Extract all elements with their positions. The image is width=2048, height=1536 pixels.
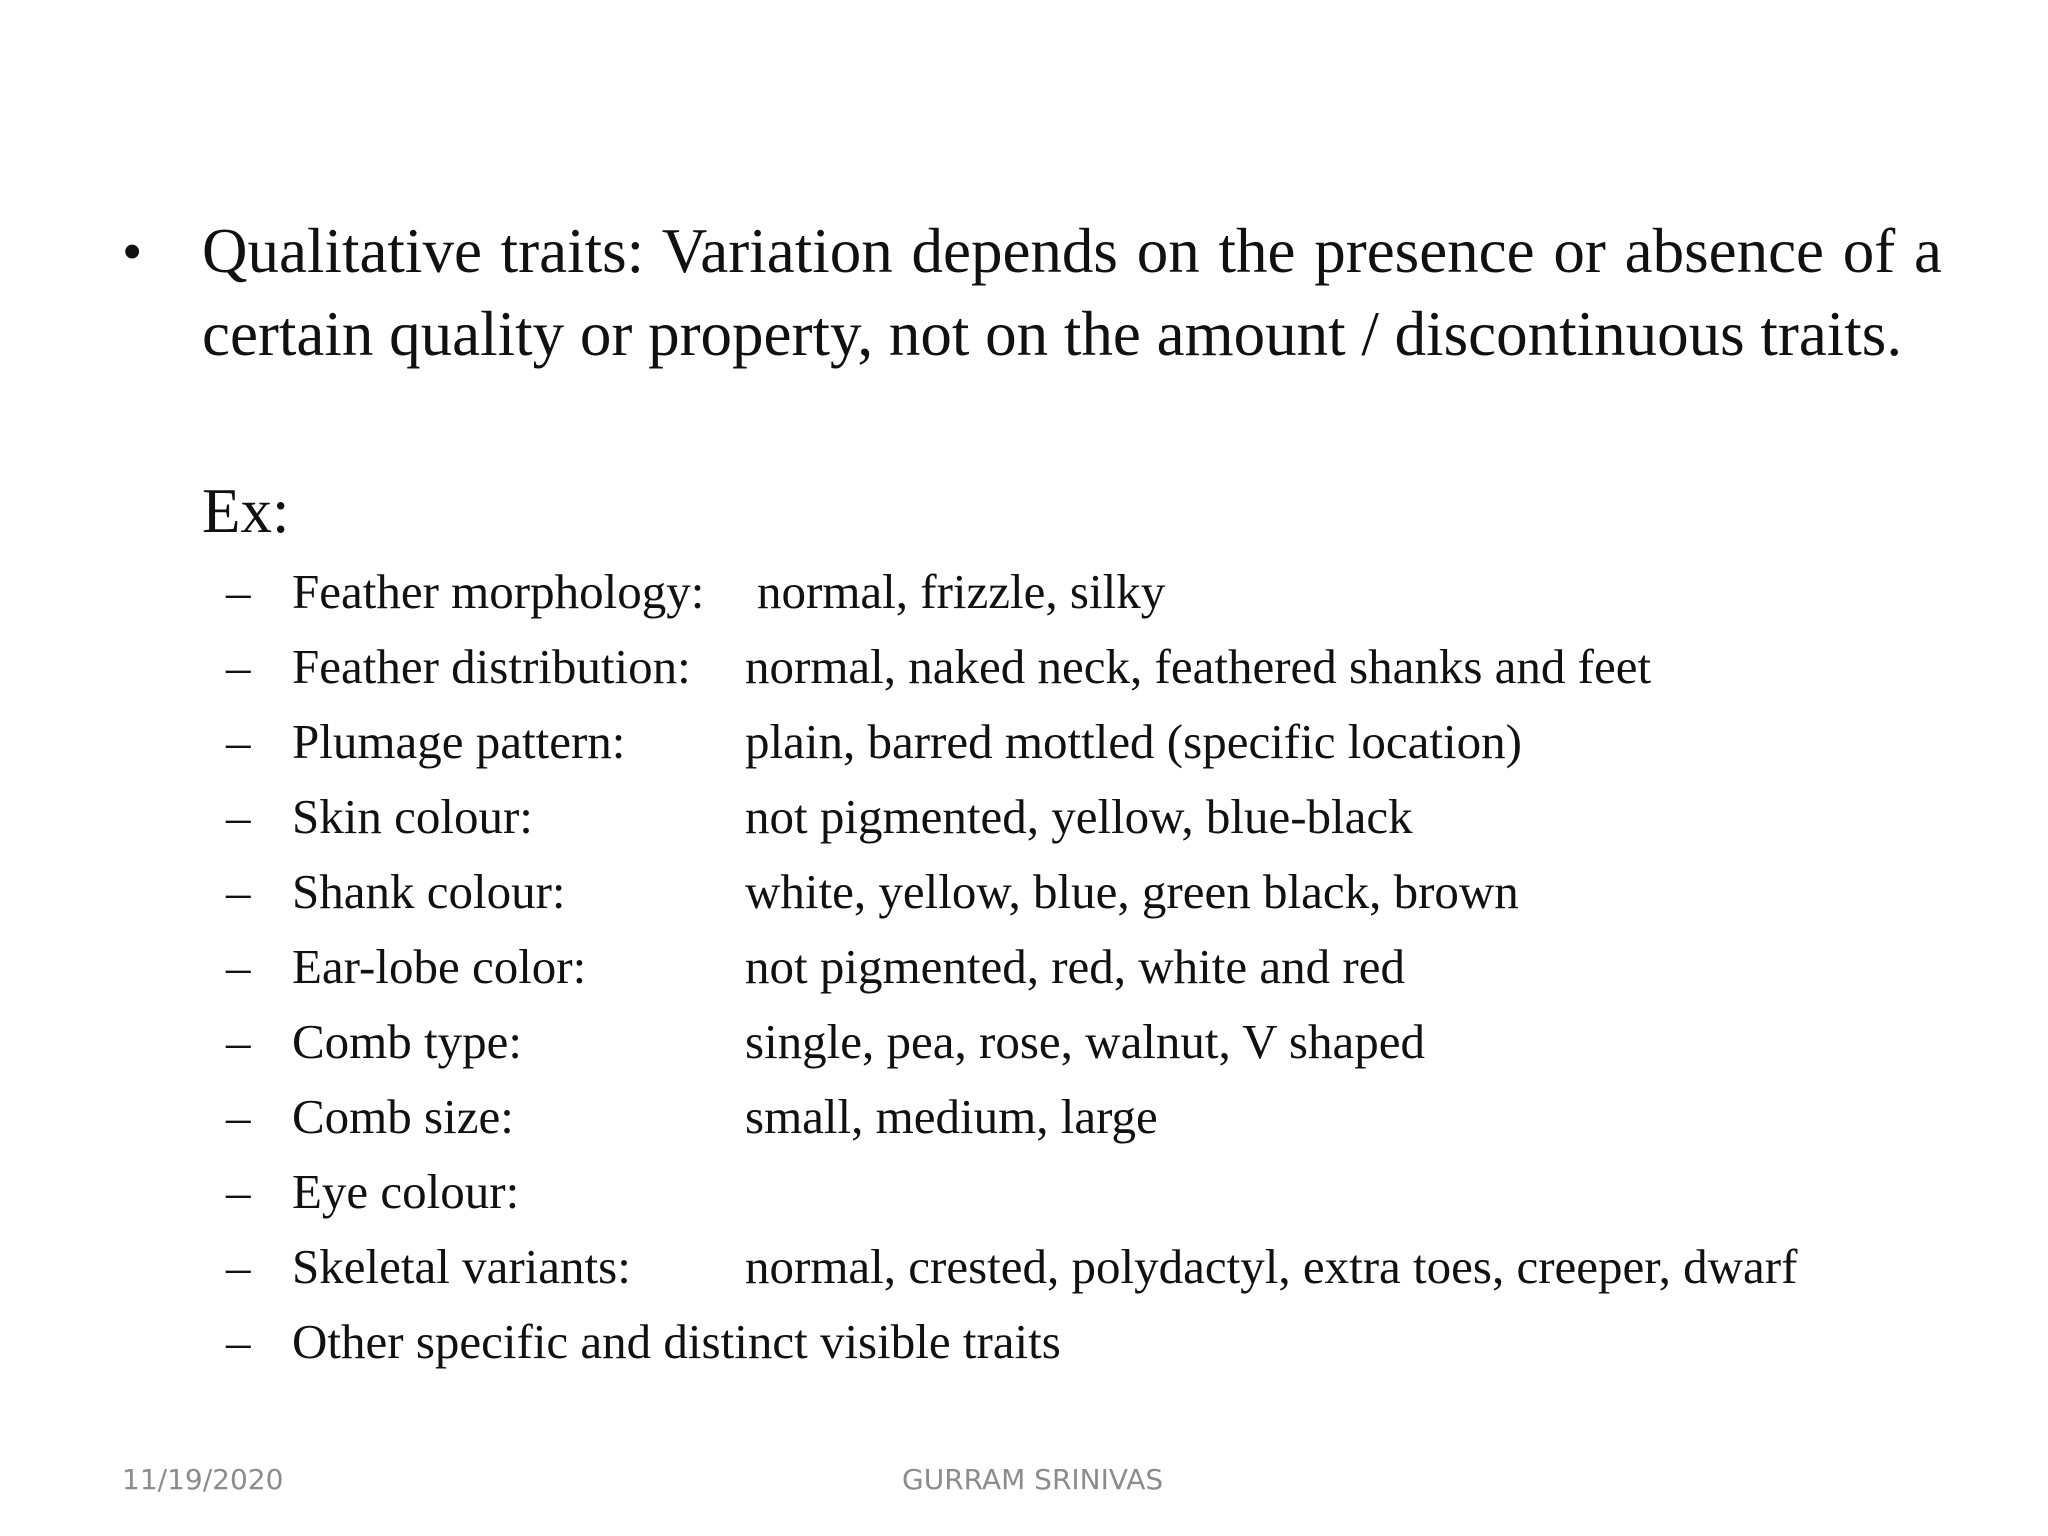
trait-name: Feather morphology:: [292, 564, 705, 619]
trait-values: normal, crested, polydactyl, extra toes, creeper, dwarf: [745, 1239, 1798, 1294]
bullet-icon: •: [122, 219, 143, 284]
dash-icon: –: [226, 864, 251, 919]
trait-name: Plumage pattern:: [292, 714, 626, 769]
main-bullet: [122, 210, 1942, 376]
trait-name: Other specific and distinct visible traits: [292, 1314, 1061, 1369]
trait-name: Feather distribution:: [292, 639, 691, 694]
trait-name: Comb type:: [292, 1014, 523, 1069]
footer-date: 11/19/2020: [122, 1463, 284, 1496]
example-label: Ex:: [202, 476, 290, 546]
dash-icon: –: [226, 1014, 251, 1069]
trait-values: small, medium, large: [745, 1089, 1158, 1144]
trait-values: single, pea, rose, walnut, V shaped: [745, 1014, 1425, 1069]
dash-icon: –: [226, 714, 251, 769]
trait-values: white, yellow, blue, green black, brown: [745, 864, 1519, 919]
dash-icon: –: [226, 1314, 251, 1369]
footer-author: GURRAM SRINIVAS: [902, 1463, 1164, 1496]
trait-name: Shank colour:: [292, 864, 566, 919]
dash-icon: –: [226, 1089, 251, 1144]
dash-icon: –: [226, 564, 251, 619]
trait-values: not pigmented, red, white and red: [745, 939, 1405, 994]
dash-icon: –: [226, 1239, 251, 1294]
dash-icon: –: [226, 639, 251, 694]
trait-values: not pigmented, yellow, blue-black: [745, 789, 1413, 844]
trait-name: Comb size:: [292, 1089, 514, 1144]
trait-values: plain, barred mottled (specific location): [745, 714, 1522, 769]
dash-icon: –: [226, 789, 251, 844]
dash-icon: –: [226, 1164, 251, 1219]
dash-icon: –: [226, 939, 251, 994]
trait-name: Ear-lobe color:: [292, 939, 587, 994]
trait-name: Skin colour:: [292, 789, 533, 844]
trait-values: normal, naked neck, feathered shanks and feet: [745, 639, 1652, 694]
trait-values: normal, frizzle, silky: [757, 564, 1166, 619]
trait-name: Eye colour:: [292, 1164, 520, 1219]
main-bullet-text: Qualitative traits: Variation depends on the presence or absence of a certain quality or property, not on the amount / discontinuous traits.: [202, 216, 1942, 369]
trait-name: Skeletal variants:: [292, 1239, 631, 1294]
